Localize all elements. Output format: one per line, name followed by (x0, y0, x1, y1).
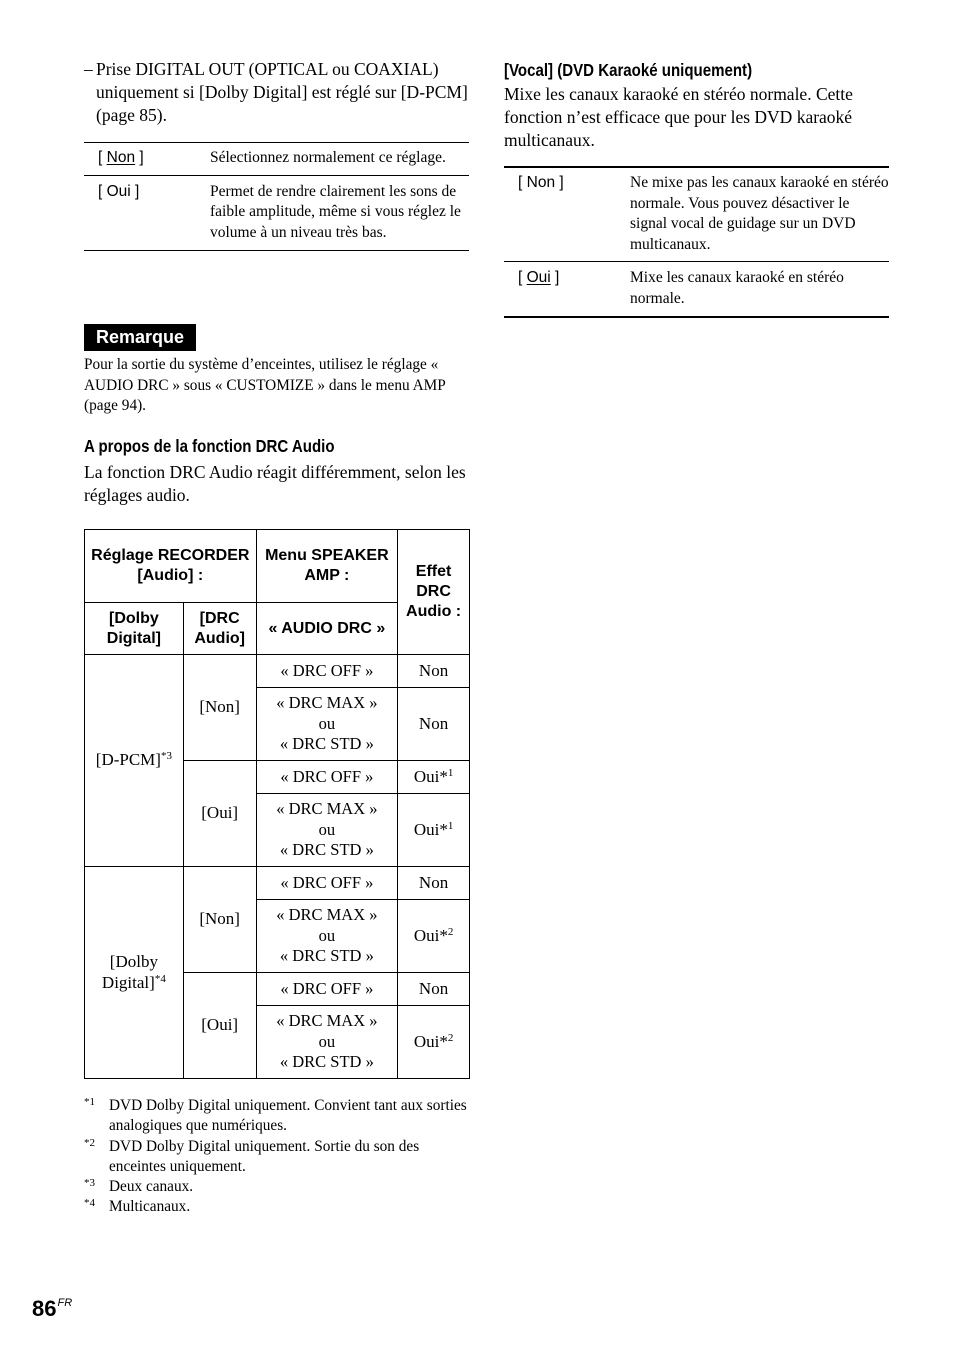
cell-oui: [Oui] (183, 973, 256, 1079)
about-body: La fonction DRC Audio réagit différemment, selon les réglages audio. (84, 462, 466, 505)
cell-effect: Non (398, 688, 470, 761)
option-key: [ Oui ] (84, 175, 210, 251)
option-row-non (504, 167, 889, 262)
option-desc: Sélectionnez normalement ce réglage. (210, 149, 446, 166)
cell-oui: [Oui] (183, 761, 256, 867)
about-heading: A propos de la fonction DRC Audio (84, 436, 335, 456)
intro-item (84, 58, 469, 127)
header-menu: Menu SPEAKER AMP : (256, 530, 398, 603)
option-key: [ Oui ] (504, 262, 630, 318)
cell-drc-off: « DRC OFF » (256, 867, 398, 900)
cell-drc-max-std: « DRC MAX » ou « DRC STD » (256, 794, 398, 867)
intro-text: Prise DIGITAL OUT (OPTICAL ou COAXIAL) uniquement si [Dolby Digital] est réglé sur [D-PCM] (page 85). (96, 59, 468, 125)
cell-dpcm: $[D-PCM]^{*3}$ (85, 655, 184, 867)
list-dash: – (84, 59, 93, 79)
note-text: Pour la sortie du système d’enceintes, utilisez le réglage « AUDIO DRC » sous « CUSTOMIZE » dans le menu AMP (page 94). (84, 356, 446, 414)
header-dolby: [Dolby Digital] (85, 603, 184, 655)
cell-drc-off: « DRC OFF » (256, 655, 398, 688)
footnote: *1 DVD Dolby Digital uniquement. Convient tant aux sorties analogiques que numériques. (84, 1096, 467, 1135)
cell-effect: Oui*$^2$ (398, 1006, 470, 1079)
cell-effect: Non (398, 867, 470, 900)
note-badge: Remarque (84, 324, 196, 351)
header-drc-audio: [DRC Audio] (183, 603, 256, 655)
language-code: FR (57, 1297, 73, 1309)
cell-effect: Non (398, 973, 470, 1006)
cell-drc-off: « DRC OFF » (256, 973, 398, 1006)
footnote: *4 Multicanaux. (84, 1197, 191, 1216)
option-row-oui (84, 175, 469, 251)
header-recorder: Réglage RECORDER [Audio] : (85, 530, 257, 603)
option-key: [ Non ] (98, 149, 144, 166)
cell-drc-max-std: « DRC MAX » ou « DRC STD » (256, 688, 398, 761)
option-row-oui (504, 262, 889, 318)
vocal-options-table (504, 166, 889, 318)
option-row-non (84, 143, 469, 176)
cell-drc-off: « DRC OFF » (256, 761, 398, 794)
drc-options-table (84, 142, 469, 251)
footnote: *2 DVD Dolby Digital uniquement. Sortie du son des enceintes uniquement. (84, 1136, 420, 1175)
cell-drc-max-std: « DRC MAX » ou « DRC STD » (256, 900, 398, 973)
cell-effect: Oui*$^2$ (398, 900, 470, 973)
cell-drc-max-std: « DRC MAX » ou « DRC STD » (256, 1006, 398, 1079)
cell-effect: Non (398, 655, 470, 688)
vocal-heading: [Vocal] (DVD Karaoké uniquement) (504, 60, 753, 80)
cell-non: [Non] (183, 867, 256, 973)
cell-effect: Oui*$^1$ (398, 794, 470, 867)
cell-dolby-digital: [Dolby Digital]$^{*4}$ (85, 867, 184, 1079)
footnotes (84, 1096, 469, 1218)
option-desc: Ne mixe pas les canaux karaoké en stéréo normale. Vous pouvez désactiver le signal vocal de guidage sur un DVD multicanaux. (630, 174, 889, 253)
vocal-body: Mixe les canaux karaoké en stéréo normale. Cette fonction n’est efficace que pour les DVD karaoké multicanaux. (504, 84, 853, 150)
option-desc: Permet de rendre clairement les sons de faible amplitude, même si vous réglez le volume à un niveau très bas. (210, 175, 469, 251)
page-number: $86^{FR}$ (32, 1296, 73, 1321)
header-effect: Effet DRC Audio : (398, 530, 470, 655)
option-key: [ Non ] (518, 174, 564, 191)
header-audio-drc: « AUDIO DRC » (256, 603, 398, 655)
cell-non: [Non] (183, 655, 256, 761)
drc-effect-table (84, 529, 470, 1079)
footnote: *3 Deux canaux. (84, 1177, 194, 1196)
option-desc: Mixe les canaux karaoké en stéréo normale. (630, 262, 889, 318)
cell-effect: Oui*$^1$ (398, 761, 470, 794)
